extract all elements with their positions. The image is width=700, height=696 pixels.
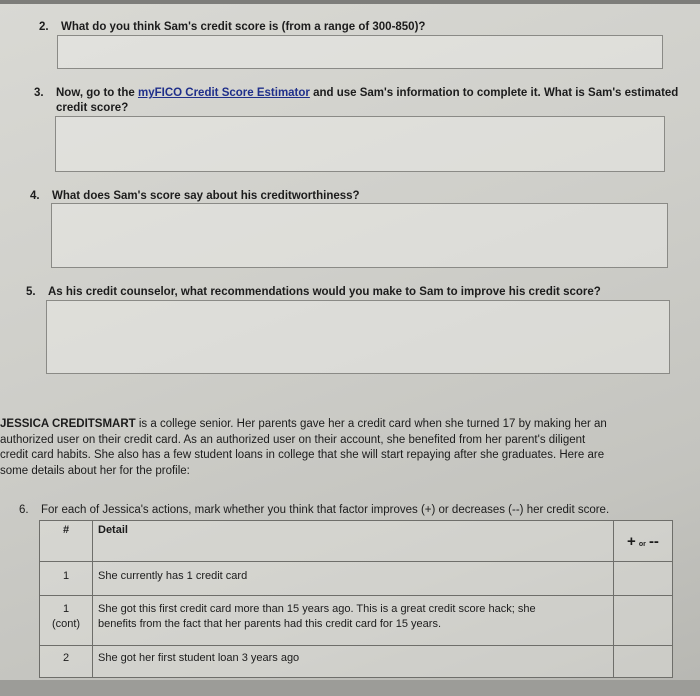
intro-line-2: authorized user on their credit card. As an authorized user on their account, she benefited from her parent's diligent xyxy=(0,433,586,446)
answer-box-2[interactable] xyxy=(57,35,663,69)
question-3-text-pre: Now, go to the xyxy=(56,87,138,99)
row-3-number: 2 xyxy=(40,646,93,678)
row-1-number: 1 xyxy=(40,562,93,596)
bottom-edge xyxy=(0,680,700,696)
question-2 xyxy=(39,20,425,35)
header-plus-minus xyxy=(614,521,673,562)
question-3-text-post: and use Sam's information to complete it. What is Sam's estimated xyxy=(309,87,679,99)
myfico-estimator-link[interactable]: myFICO Credit Score Estimator xyxy=(137,87,310,99)
table-row xyxy=(40,562,673,596)
or-label: or xyxy=(638,540,646,548)
row-1-detail: She currently has 1 credit card xyxy=(93,562,614,596)
row-2-detail-line2: benefits from the fact that her parents had this credit card for 15 years. xyxy=(98,618,442,630)
question-4-number: 4. xyxy=(30,190,40,202)
minus-sign: -- xyxy=(648,532,659,550)
row-3-detail: She got her first student loan 3 years ago xyxy=(93,646,614,678)
row-3-mark-cell[interactable] xyxy=(614,646,673,678)
answer-box-5[interactable] xyxy=(46,300,670,374)
answer-box-4[interactable] xyxy=(51,203,668,268)
jessica-intro-paragraph xyxy=(0,417,680,479)
question-3 xyxy=(34,86,678,116)
question-2-text: What do you think Sam's credit score is (from a range of 300-850)? xyxy=(61,21,426,33)
answer-box-3[interactable] xyxy=(55,116,665,172)
question-4 xyxy=(30,189,360,204)
top-edge xyxy=(0,0,700,4)
question-6 xyxy=(19,503,609,518)
question-3-text-line2: credit score? xyxy=(56,102,129,114)
row-2-number-cell xyxy=(40,596,93,646)
question-5-text: As his credit counselor, what recommendations would you make to Sam to improve his credit score? xyxy=(48,286,601,298)
question-2-number: 2. xyxy=(39,21,49,33)
plus-sign: + xyxy=(627,532,636,550)
jessica-actions-table xyxy=(39,520,673,678)
table-header-row xyxy=(40,521,673,562)
header-number: # xyxy=(40,521,93,562)
intro-line-4: some details about her for the profile: xyxy=(0,464,190,477)
question-4-text: What does Sam's score say about his creditworthiness? xyxy=(52,190,360,202)
row-2-detail: She got this first credit card more than 15 years ago. This is a great credit score hack; she xyxy=(98,603,536,615)
row-2-number: 1 xyxy=(62,603,70,615)
table-row xyxy=(40,646,673,678)
row-2-detail-cell xyxy=(93,596,614,646)
question-6-number: 6. xyxy=(19,504,29,516)
row-1-mark-cell[interactable] xyxy=(614,562,673,596)
question-3-number: 3. xyxy=(34,87,44,99)
header-detail: Detail xyxy=(93,521,614,562)
question-5-number: 5. xyxy=(26,286,36,298)
intro-line-1: is a college senior. Her parents gave her a credit card when she turned 17 by making her an xyxy=(135,418,607,430)
intro-line-3: credit card habits. She also has a few student loans in college that she will start repaying after she graduates. Here are xyxy=(0,449,605,461)
row-2-number-cont: (cont) xyxy=(51,618,81,630)
table-row xyxy=(40,596,673,646)
question-6-text: For each of Jessica's actions, mark whether you think that factor improves (+) or decreases (--) her credit score. xyxy=(41,504,610,516)
row-2-mark-cell[interactable] xyxy=(614,596,673,646)
question-5 xyxy=(26,285,601,300)
jessica-name: JESSICA CREDITSMART xyxy=(0,418,136,430)
